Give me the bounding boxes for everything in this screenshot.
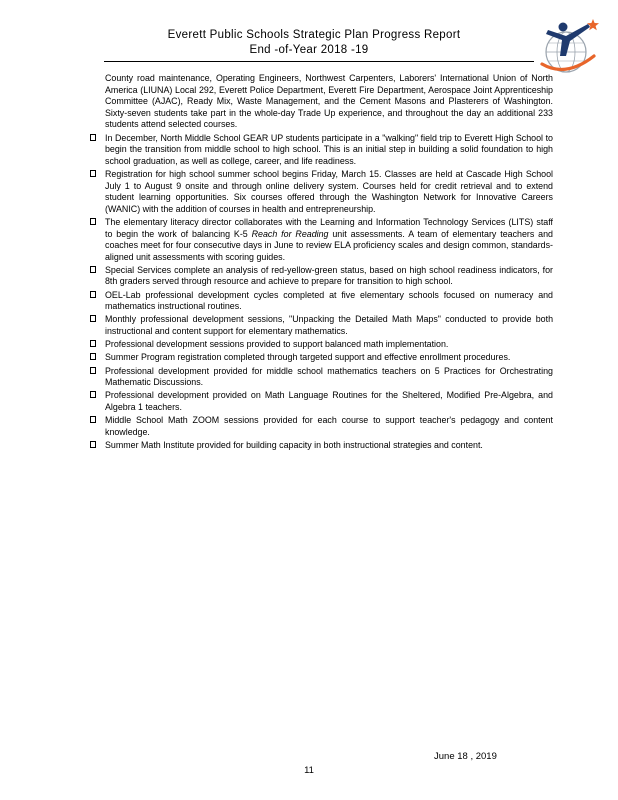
page-number: 11: [304, 765, 314, 776]
bullet-box-icon: [90, 441, 96, 448]
list-item: Professional development sessions provided to support balanced math implementation.: [89, 339, 553, 351]
program-name: Reach for Reading: [251, 228, 329, 239]
report-title: Everett Public Schools Strategic Plan Progress Report: [167, 29, 461, 41]
list-item: Professional development provided for middle school mathematics teachers on 5 Practices for Orchestrating Mathematic Discussions.: [89, 366, 553, 389]
list-item: Registration for high school summer school begins Friday, March 15. Classes are held at Cascade High School July 1 to August 9 onsite and through online delivery system. Courses held for credit retrieval and to extend student learning opportunities. Six courses offered through the Washington Network for Innovative Careers (WANIC) with the addition of courses in health and entrepreneurship.: [89, 169, 553, 215]
list-item: In December, North Middle School GEAR UP students participate in a "walking" field trip to Everett High School to begin the transition from middle school to high school. This is an initial step in building a solid foundation to high school graduation, as well as college, career, and life readiness.: [89, 133, 553, 168]
bullet-box-icon: [90, 353, 96, 360]
list-item: Summer Program registration completed through targeted support and effective enrollment procedures.: [89, 352, 553, 364]
list-item: The elementary literacy director collaborates with the Learning and Information Technology Services (LITS) staff to begin the work of balancing K-5 Reach for Reading unit assessments. A team of elementary teachers and coaches meet for four consecutive days in June to review ELA proficiency scales and design common, standards-aligned unit assessments with scoring guides.: [89, 217, 553, 263]
bullet-box-icon: [90, 391, 96, 398]
list-item: OEL-Lab professional development cycles completed at five elementary schools focused on numeracy and mathematics instructional routines.: [89, 290, 553, 313]
bullet-box-icon: [90, 291, 96, 298]
bullet-box-icon: [90, 266, 96, 273]
bullet-box-icon: [90, 134, 96, 141]
report-body: [89, 73, 553, 452]
list-item: Middle School Math ZOOM sessions provided for each course to support teacher's pedagogy and content knowledge.: [89, 415, 553, 438]
bullet-box-icon: [90, 416, 96, 423]
list-item: Summer Math Institute provided for building capacity in both instructional strategies and content.: [89, 440, 553, 452]
bullet-box-icon: [90, 170, 96, 177]
report-subtitle: End -of-Year 2018 -19: [249, 44, 369, 56]
bullet-box-icon: [90, 315, 96, 322]
bullet-box-icon: [90, 218, 96, 225]
bullet-box-icon: [90, 340, 96, 347]
list-item: Professional development provided on Math Language Routines for the Sheltered, Modified Pre-Algebra, and Algebra 1 teachers.: [89, 390, 553, 413]
progress-bullet-list: [89, 133, 553, 452]
report-header: [0, 28, 618, 58]
list-item: Monthly professional development sessions, "Unpacking the Detailed Math Maps" conducted to provide both instructional and content support for elementary mathematics.: [89, 314, 553, 337]
list-item: Special Services complete an analysis of red-yellow-green status, based on high school readiness indicators, for 8th graders served through resource and achieve to prepare for transition to high school.: [89, 265, 553, 288]
header-divider: [104, 61, 534, 62]
bullet-box-icon: [90, 367, 96, 374]
report-date: June 18 , 2019: [434, 751, 497, 762]
intro-paragraph: County road maintenance, Operating Engineers, Northwest Carpenters, Laborers' International Union of North America (LIUNA) Local 292, Everett Police Department, Everett Fire Department, Aerospace Joint Apprenticeship Committee (AJAC), Ready Mix, Waste Management, and the Cement Masons and Plasterers of Washington. Sixty-seven students take part in the whole-day Trade Up experience, and throughout the day an additional 233 students attend selected courses.: [105, 73, 553, 130]
